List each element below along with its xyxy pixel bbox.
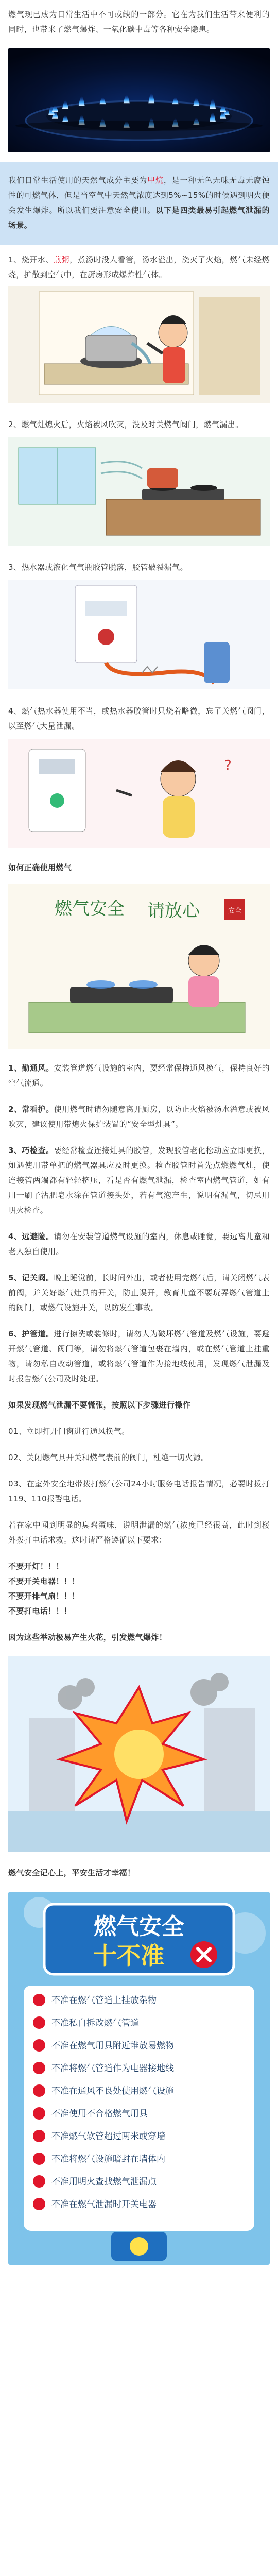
howto-section	[0, 857, 278, 875]
prohibition-item: 不准私自拆改燃气管道	[51, 2018, 139, 2028]
stove-wind-illustration	[8, 437, 270, 546]
closing-section	[0, 1861, 278, 1880]
prohibition-item: 不准在燃气管道上挂放杂物	[51, 1995, 157, 2006]
prohibition-item: 不准在燃气用具附近堆放易燃物	[51, 2041, 174, 2051]
dont-item: 不要打电话！！！	[8, 1606, 72, 1616]
poster-svg	[8, 1892, 270, 2265]
intro-paragraph: 燃气现已成为日常生活中不可或缺的一部分。它在为我们生活带来便利的同时，也带来了燃气爆炸、一氧化碳中毒等各种安全隐患。	[8, 10, 270, 34]
methane-paragraph: 我们日常生活使用的天然气成分主要为甲烷，是一种无色无味无毒无腐蚀性的可燃气体，但是当空气中天然气浓度达到5%~15%的时候遇到明火便会发生爆炸。所以我们要注意安全使用。以下是四类最易引起燃气泄漏的场景。	[8, 176, 270, 230]
water-heater-misuse-illustration	[8, 739, 270, 848]
intro-section	[0, 0, 278, 37]
prohibition-icon	[33, 2130, 45, 2142]
prohibition-icon	[33, 2175, 45, 2188]
prohibition-icon	[33, 2016, 45, 2029]
tip-item: 2、常看护。使用燃气时请勿随意离开厨房，以防止火焰被汤水溢意或被风吹灭，建议使用带熄火保护装置的“安全型灶具”。	[8, 1105, 270, 1129]
prohibition-item: 不准将燃气设施暗封在墙体内	[51, 2154, 165, 2164]
boiling-pot-illustration	[8, 286, 270, 403]
explosion-illustration	[8, 1656, 270, 1852]
emergency-step: 03、在室外安全地带拨打燃气公司24小时服务电话报告情况，必要时拨打119、110报警电话。	[8, 1479, 270, 1503]
svg-text:?: ?	[224, 758, 232, 773]
closing-line: 燃气安全记心上，平安生活才幸福！	[8, 1868, 135, 1877]
prohibition-icon	[33, 2107, 45, 2120]
safety-calligraphy-illustration	[8, 884, 270, 1049]
emergency-step: 01、立即打开门窗进行通风换气。	[8, 1427, 130, 1436]
dont-item: 不要开灯！！！	[8, 1562, 64, 1571]
scene-3	[0, 555, 278, 575]
scene-1-text: 1、烧开水、煎粥，煮汤时没人看管，汤水溢出，浇灭了火焰，燃气未经燃烧，扩散到空气中，在厨房形成爆炸性气体。	[8, 255, 270, 279]
ten-prohibitions-poster	[8, 1892, 270, 2265]
methane-highlight: 甲烷	[147, 176, 164, 185]
stamp-text: 安全	[228, 907, 242, 915]
calligraphy-line1: 燃气安全	[55, 899, 125, 919]
scene-4	[0, 699, 278, 734]
tips-list	[0, 1059, 278, 1386]
prohibition-item: 不准燃气软管超过两米或穿墙	[51, 2131, 165, 2142]
tip-item: 1、勤通风。安装管道燃气设施的室内，要经常保持通风换气，保持良好的空气流通。	[8, 1063, 270, 1088]
gas-flame-photo	[8, 48, 270, 152]
emergency-step: 02、关闭燃气具开关和燃气表前的阀门，杜绝一切火源。	[8, 1453, 209, 1462]
tip-item: 3、巧检查。要经常检查连接灶具的胶管，发现胶管老化松动应立即更换，如遇使用带单把的燃气器具应及时更换。检查胶管时首先点燃燃气灶，使连接管两端都有轻轻挤压，看是否有燃气泄漏，检查室内燃气管道，如有用一刷子沾肥皂水涂在管道接头处，若有气泡产生，说明有漏气，切忌用明火检查。	[8, 1146, 270, 1215]
methane-info-panel	[0, 162, 278, 245]
howto-title: 如何正确使用燃气	[8, 863, 72, 872]
emergency-step: 若在家中闻到明显的臭鸡蛋味，说明泄漏的燃气浓度已经很高，此时到楼外拨打电话求救。这时请严格遵循以下要求：	[8, 1520, 270, 1545]
prohibition-icon	[33, 2153, 45, 2165]
prohibition-icon	[33, 2084, 45, 2097]
poster-subtitle: 十不准	[93, 1942, 164, 1970]
prohibition-item: 不准将燃气管道作为电器接地线	[51, 2063, 174, 2074]
prohibition-icon	[33, 2198, 45, 2210]
prohibition-icon	[33, 1994, 45, 2006]
prohibition-item: 不准用明火查找燃气泄漏点	[51, 2177, 157, 2187]
tip-item: 6、护管道。进行擦洗或装修时，请勿人为破坏燃气管道及燃气设施，要避开燃气管道、阀门等，请勿将燃气管道包裹在墙内，或在燃气管道上挂重物，请勿私自改动管道，或将燃气管道作为接地线使用，发现燃气泄漏及时报告燃气公司及时处理。	[8, 1329, 270, 1383]
tip-item: 5、记关阀。晚上睡觉前，长时间外出，或者使用完燃气后，请关闭燃气表前阀，并关好燃气灶具的开关，防止误开，教育儿童不要玩弄燃气管道上的阀门，或燃气设施开关，以防发生事故。	[8, 1273, 270, 1312]
scene-2	[0, 412, 278, 432]
calligraphy-line2: 请放心	[147, 901, 200, 921]
scenes-lead: 以下是四类最易引起燃气泄漏的场景。	[8, 206, 270, 230]
gas-flame-image	[8, 48, 270, 152]
prohibition-item: 不准在燃气泄漏时开关电器	[51, 2199, 157, 2210]
prohibition-icon	[33, 2062, 45, 2074]
tip-item: 4、远避险。请勿在安装管道燃气设施的室内，休息或睡觉，要远离儿童和老人独自使用。	[8, 1232, 270, 1256]
poster-title: 燃气安全	[94, 1913, 184, 1940]
scene-4-text: 4、燃气热水器使用不当，或热水器胶管时只烧着略微，忘了关燃气阀门，以至燃气大量泄漏。	[8, 706, 270, 731]
dont-item: 不要开关电器！！！	[8, 1577, 80, 1586]
dont-item: 不要开排气扇！！！	[8, 1591, 80, 1601]
scene-3-text: 3、热水器或液化气气瓶胶管脱落，胶管破裂漏气。	[8, 563, 188, 572]
prohibition-item: 不准使用不合格燃气用具	[51, 2109, 148, 2119]
emergency-reason: 因为这些举动极易产生火花，引发燃气爆炸！	[8, 1633, 167, 1642]
scene-1	[0, 245, 278, 282]
prohibition-icon	[33, 2039, 45, 2052]
prohibition-item: 不准在通风不良处使用燃气设施	[51, 2086, 174, 2096]
water-heater-hose-illustration	[8, 580, 270, 689]
scene-2-text: 2、燃气灶熄火后，火焰被风吹灭，没及时关燃气阀门，燃气漏出。	[8, 420, 244, 429]
emergency-section	[0, 1398, 278, 1645]
emergency-title: 如果发现燃气泄漏不要慌张，按照以下步骤进行操作	[8, 1400, 191, 1410]
